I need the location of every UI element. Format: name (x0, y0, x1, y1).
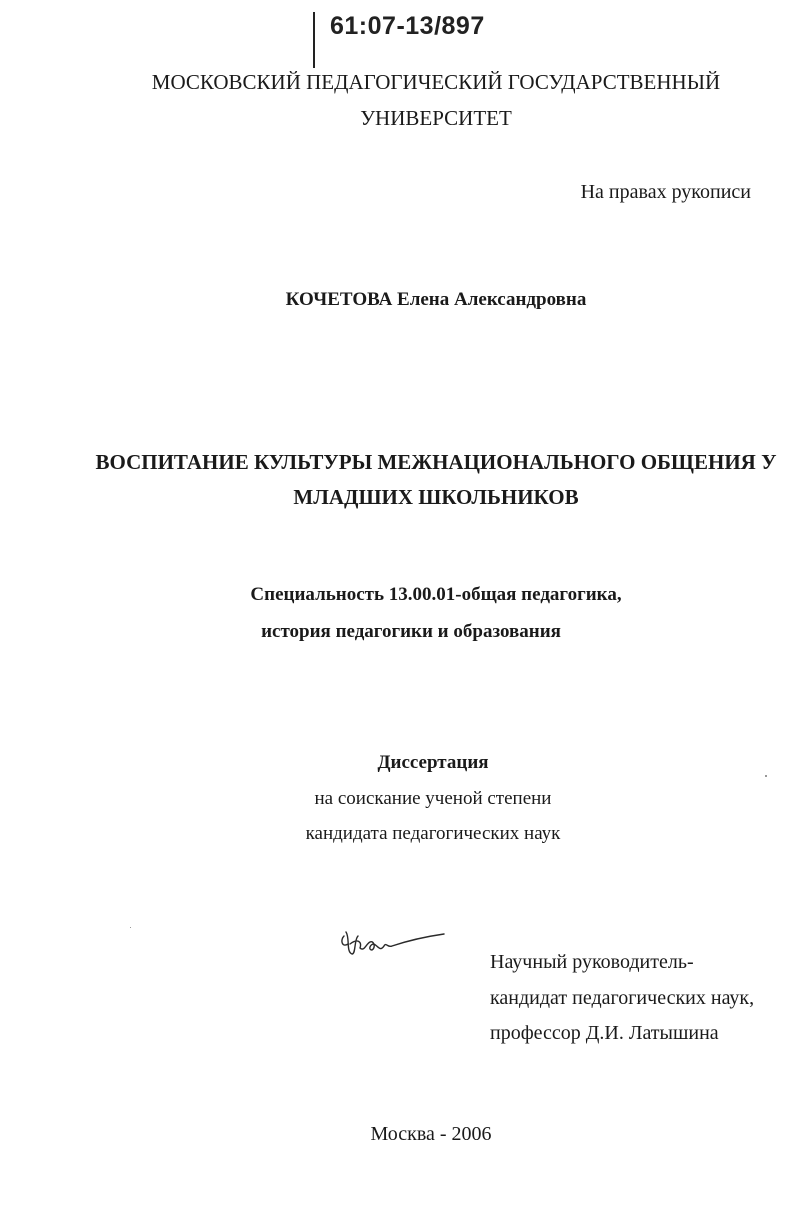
university-name-line2: УНИВЕРСИТЕТ (360, 106, 512, 130)
author-name: КОЧЕТОВА Елена Александровна (285, 289, 587, 310)
dissertation-label: Диссертация (377, 752, 489, 773)
manuscript-rights-note: На правах рукописи (580, 181, 751, 203)
signature-icon (336, 918, 456, 968)
advisor-line1: Научный руководитель- (490, 951, 694, 973)
specialty-line2: история педагогики и образования (261, 621, 561, 642)
dissertation-title-line1: ВОСПИТАНИЕ КУЛЬТУРЫ МЕЖНАЦИОНАЛЬНОГО ОБЩЕНИЯ У (95, 450, 777, 474)
university-name-line1: МОСКОВСКИЙ ПЕДАГОГИЧЕСКИЙ ГОСУДАРСТВЕННЫЙ (151, 70, 721, 94)
scan-speck (130, 927, 131, 928)
archive-stamp-number: 61:07-13/897 (330, 12, 485, 40)
advisor-line2: кандидат педагогических наук, (490, 987, 755, 1009)
degree-line1: на соискание ученой степени (314, 788, 552, 809)
city-year: Москва - 2006 (370, 1123, 492, 1145)
degree-line2: кандидата педагогических наук (305, 823, 561, 844)
specialty-line1: Специальность 13.00.01-общая педагогика, (250, 584, 622, 605)
scan-speck (765, 775, 767, 777)
advisor-line3: профессор Д.И. Латышина (490, 1022, 719, 1044)
dissertation-title-line2: МЛАДШИХ ШКОЛЬНИКОВ (293, 485, 579, 509)
stamp-margin-line (313, 12, 315, 68)
